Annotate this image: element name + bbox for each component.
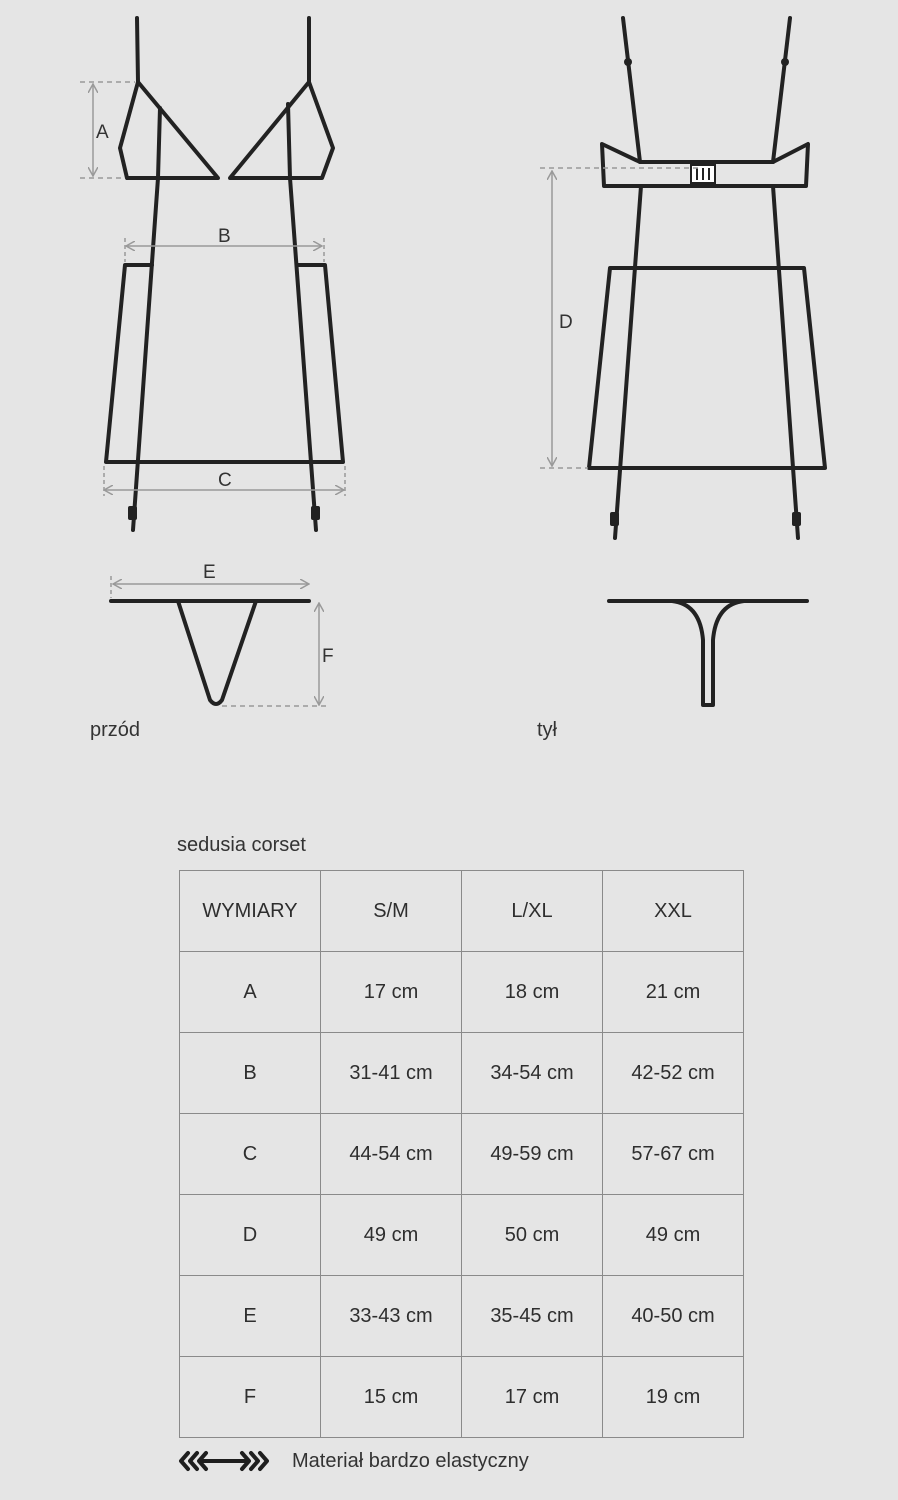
table-cell: 44-54 cm	[321, 1114, 462, 1195]
table-cell: 15 cm	[321, 1357, 462, 1438]
table-row	[180, 1033, 744, 1114]
table-cell: 21 cm	[603, 952, 744, 1033]
back-caption: tył	[537, 719, 557, 741]
label-b: B	[218, 226, 231, 247]
table-cell: 31-41 cm	[321, 1033, 462, 1114]
table-cell: 57-67 cm	[603, 1114, 744, 1195]
front-thong	[111, 601, 309, 704]
table-cell: C	[180, 1114, 321, 1195]
table-cell: D	[180, 1195, 321, 1276]
header-cell: L/XL	[462, 871, 603, 952]
header-cell: S/M	[321, 871, 462, 952]
table-header-row	[180, 871, 744, 952]
table-row	[180, 1195, 744, 1276]
label-f: F	[322, 646, 334, 667]
label-c: C	[218, 470, 232, 491]
table-cell: A	[180, 952, 321, 1033]
legend	[178, 1446, 529, 1476]
table-cell: 17 cm	[462, 1357, 603, 1438]
table-cell: 49 cm	[603, 1195, 744, 1276]
table-cell: 17 cm	[321, 952, 462, 1033]
size-table	[179, 870, 744, 1438]
table-cell: 42-52 cm	[603, 1033, 744, 1114]
table-cell: F	[180, 1357, 321, 1438]
table-cell: 34-54 cm	[462, 1033, 603, 1114]
back-thong	[609, 601, 807, 705]
table-cell: 19 cm	[603, 1357, 744, 1438]
table-cell: 18 cm	[462, 952, 603, 1033]
label-e: E	[203, 562, 216, 583]
table-row	[180, 1357, 744, 1438]
table-cell: 49-59 cm	[462, 1114, 603, 1195]
label-d: D	[559, 312, 573, 333]
table-row	[180, 1114, 744, 1195]
header-cell: WYMIARY	[180, 871, 321, 952]
front-chemise	[106, 18, 343, 530]
table-row	[180, 1276, 744, 1357]
stretch-arrows-icon	[178, 1446, 270, 1476]
table-cell: 50 cm	[462, 1195, 603, 1276]
table-cell: B	[180, 1033, 321, 1114]
table-cell: 35-45 cm	[462, 1276, 603, 1357]
table-cell: E	[180, 1276, 321, 1357]
legend-text: Materiał bardzo elastyczny	[292, 1449, 529, 1472]
front-caption: przód	[90, 719, 141, 741]
table-row	[180, 952, 744, 1033]
label-a: A	[96, 122, 109, 143]
table-cell: 40-50 cm	[603, 1276, 744, 1357]
back-chemise	[589, 18, 825, 538]
table-cell: 33-43 cm	[321, 1276, 462, 1357]
table-cell: 49 cm	[321, 1195, 462, 1276]
table-title: sedusia corset	[177, 834, 306, 856]
header-cell: XXL	[603, 871, 744, 952]
